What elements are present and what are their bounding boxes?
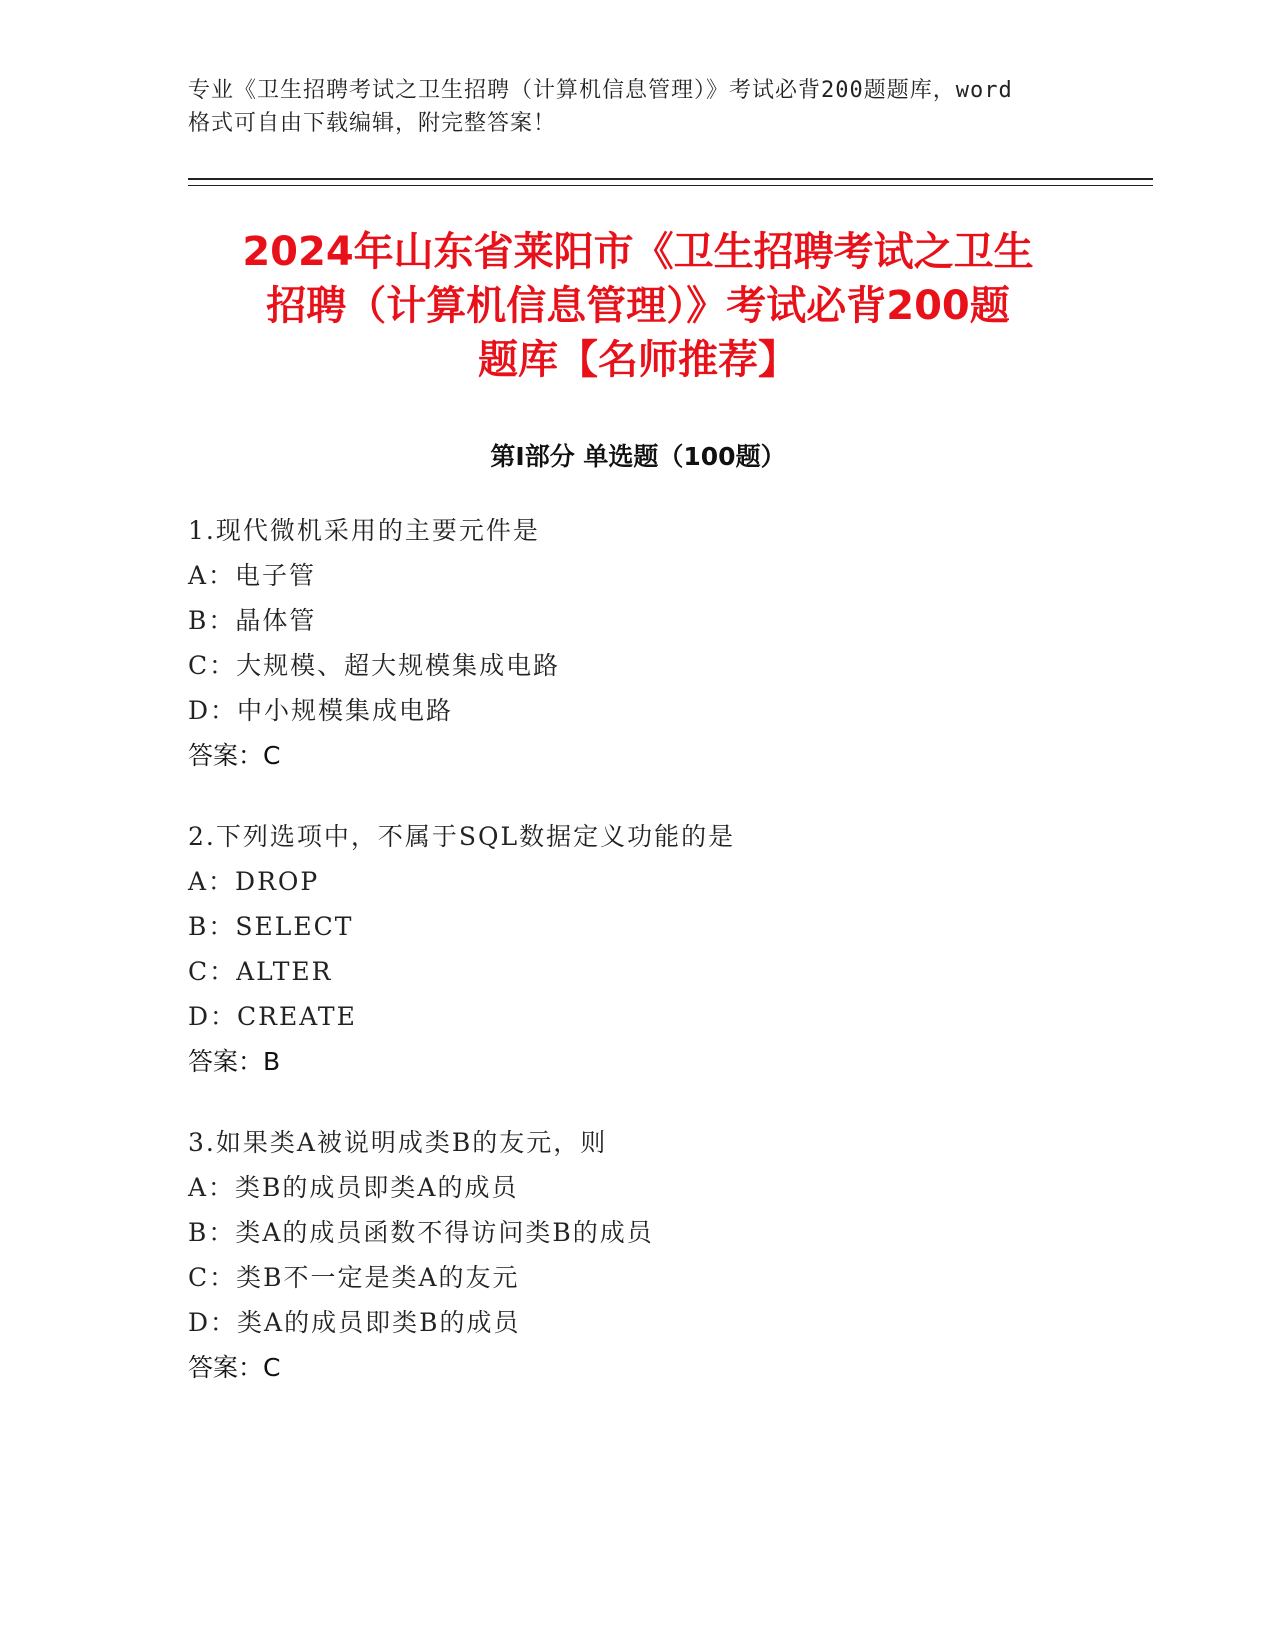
- title-line: 题库【名师推荐】: [478, 337, 798, 383]
- answer: 答案：B: [188, 1047, 281, 1076]
- title-line: 2024年山东省莱阳市《卫生招聘考试之卫生: [242, 229, 1034, 275]
- option-a: A：电子管: [188, 561, 317, 590]
- answer: 答案：C: [188, 741, 281, 770]
- header-divider-thin: [188, 185, 1153, 186]
- option-a: A：类B的成员即类A的成员: [188, 1173, 519, 1202]
- section-heading: 第Ⅰ部分 单选题（100题）: [490, 442, 786, 471]
- question-stem: 2.下列选项中，不属于SQL数据定义功能的是: [188, 822, 736, 851]
- option-d: D：中小规模集成电路: [188, 696, 454, 725]
- title-line: 招聘（计算机信息管理）》考试必背200题: [266, 283, 1010, 329]
- option-d: D：类A的成员即类B的成员: [188, 1308, 521, 1337]
- question-stem: 1.现代微机采用的主要元件是: [188, 516, 540, 545]
- header-note-line: 格式可自由下载编辑，附完整答案！: [188, 111, 557, 136]
- option-b: B：SELECT: [188, 912, 354, 941]
- option-c: C：大规模、超大规模集成电路: [188, 651, 561, 680]
- option-b: B：晶体管: [188, 606, 317, 635]
- header-note: [188, 74, 1093, 140]
- document-title: [188, 225, 1088, 387]
- question-1: [188, 508, 1088, 778]
- question-stem: 3.如果类A被说明成类B的友元，则: [188, 1128, 608, 1157]
- question-2: [188, 814, 1088, 1084]
- option-c: C：ALTER: [188, 957, 333, 986]
- option-c: C：类B不一定是类A的友元: [188, 1263, 520, 1292]
- option-b: B：类A的成员函数不得访问类B的成员: [188, 1218, 654, 1247]
- header-note-line: 专业《卫生招聘考试之卫生招聘（计算机信息管理）》考试必背200题题库，word: [188, 78, 1013, 103]
- question-3: [188, 1120, 1088, 1390]
- option-a: A：DROP: [188, 867, 320, 896]
- option-d: D：CREATE: [188, 1002, 357, 1031]
- answer: 答案：C: [188, 1353, 281, 1382]
- header-divider: [188, 178, 1153, 180]
